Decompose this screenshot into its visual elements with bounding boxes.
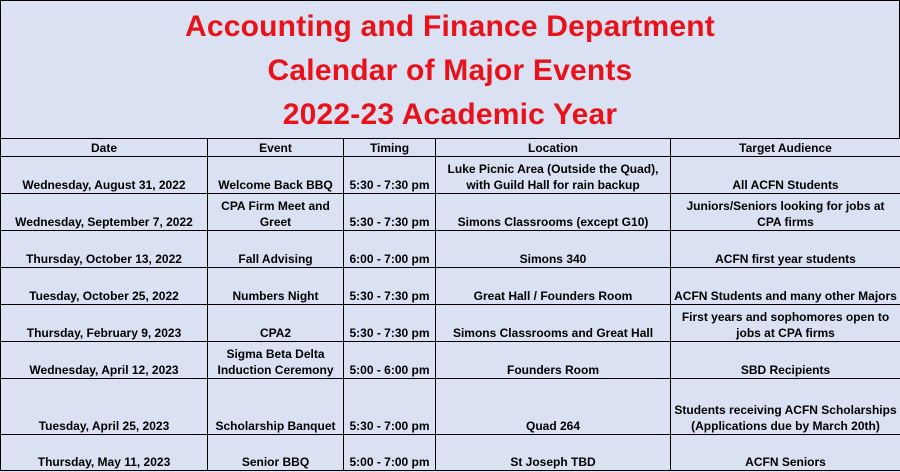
date-cell: Wednesday, August 31, 2022 <box>1 157 208 194</box>
audience-cell: Students receiving ACFN Scholarships (Applications due by March 20th) <box>671 379 900 435</box>
audience-cell: ACFN Seniors <box>671 435 900 471</box>
event-cell: Numbers Night <box>208 268 344 305</box>
table-row <box>1 435 900 471</box>
audience-cell: Juniors/Seniors looking for jobs at CPA firms <box>671 194 900 231</box>
location-cell: Founders Room <box>436 342 671 379</box>
timing-cell: 5:00 - 6:00 pm <box>344 342 436 379</box>
date-cell: Tuesday, October 25, 2022 <box>1 268 208 305</box>
academic-year-title: 2022-23 Academic Year <box>282 98 618 131</box>
audience-cell: All ACFN Students <box>671 157 900 194</box>
audience-cell: SBD Recipients <box>671 342 900 379</box>
table-row <box>1 268 900 305</box>
location-cell: Simons Classrooms (except G10) <box>436 194 671 231</box>
timing-cell: 6:00 - 7:00 pm <box>344 231 436 268</box>
timing-cell: 5:30 - 7:30 pm <box>344 305 436 342</box>
department-title: Accounting and Finance Department <box>185 10 715 43</box>
timing-cell: 5:00 - 7:00 pm <box>344 435 436 471</box>
header-timing: Timing <box>344 139 436 157</box>
date-cell: Wednesday, September 7, 2022 <box>1 194 208 231</box>
location-cell: Luke Picnic Area (Outside the Quad), with Guild Hall for rain backup <box>436 157 671 194</box>
table-row <box>1 157 900 194</box>
location-cell: Simons Classrooms and Great Hall <box>436 305 671 342</box>
audience-cell: ACFN Students and many other Majors <box>671 268 900 305</box>
timing-cell: 5:30 - 7:30 pm <box>344 157 436 194</box>
event-cell: Senior BBQ <box>208 435 344 471</box>
timing-cell: 5:30 - 7:00 pm <box>344 379 436 435</box>
event-cell: Fall Advising <box>208 231 344 268</box>
table-row <box>1 379 900 435</box>
location-cell: Great Hall / Founders Room <box>436 268 671 305</box>
table-row <box>1 231 900 268</box>
date-cell: Thursday, May 11, 2023 <box>1 435 208 471</box>
location-cell: Simons 340 <box>436 231 671 268</box>
events-table <box>0 138 900 471</box>
timing-cell: 5:30 - 7:30 pm <box>344 194 436 231</box>
event-cell: Sigma Beta Delta Induction Ceremony <box>208 342 344 379</box>
table-row <box>1 342 900 379</box>
event-cell: CPA2 <box>208 305 344 342</box>
event-cell: CPA Firm Meet and Greet <box>208 194 344 231</box>
location-cell: St Joseph TBD <box>436 435 671 471</box>
table-row <box>1 194 900 231</box>
calendar-title: Calendar of Major Events <box>267 54 633 87</box>
header-date: Date <box>1 139 208 157</box>
timing-cell: 5:30 - 7:30 pm <box>344 268 436 305</box>
audience-cell: First years and sophomores open to jobs at CPA firms <box>671 305 900 342</box>
date-cell: Wednesday, April 12, 2023 <box>1 342 208 379</box>
date-cell: Thursday, October 13, 2022 <box>1 231 208 268</box>
event-cell: Scholarship Banquet <box>208 379 344 435</box>
header-audience: Target Audience <box>671 139 900 157</box>
header-row <box>1 139 900 157</box>
table-row <box>1 305 900 342</box>
audience-cell: ACFN first year students <box>671 231 900 268</box>
header-location: Location <box>436 139 671 157</box>
event-cell: Welcome Back BBQ <box>208 157 344 194</box>
header-event: Event <box>208 139 344 157</box>
title-block <box>0 0 900 138</box>
date-cell: Thursday, February 9, 2023 <box>1 305 208 342</box>
date-cell: Tuesday, April 25, 2023 <box>1 379 208 435</box>
location-cell: Quad 264 <box>436 379 671 435</box>
